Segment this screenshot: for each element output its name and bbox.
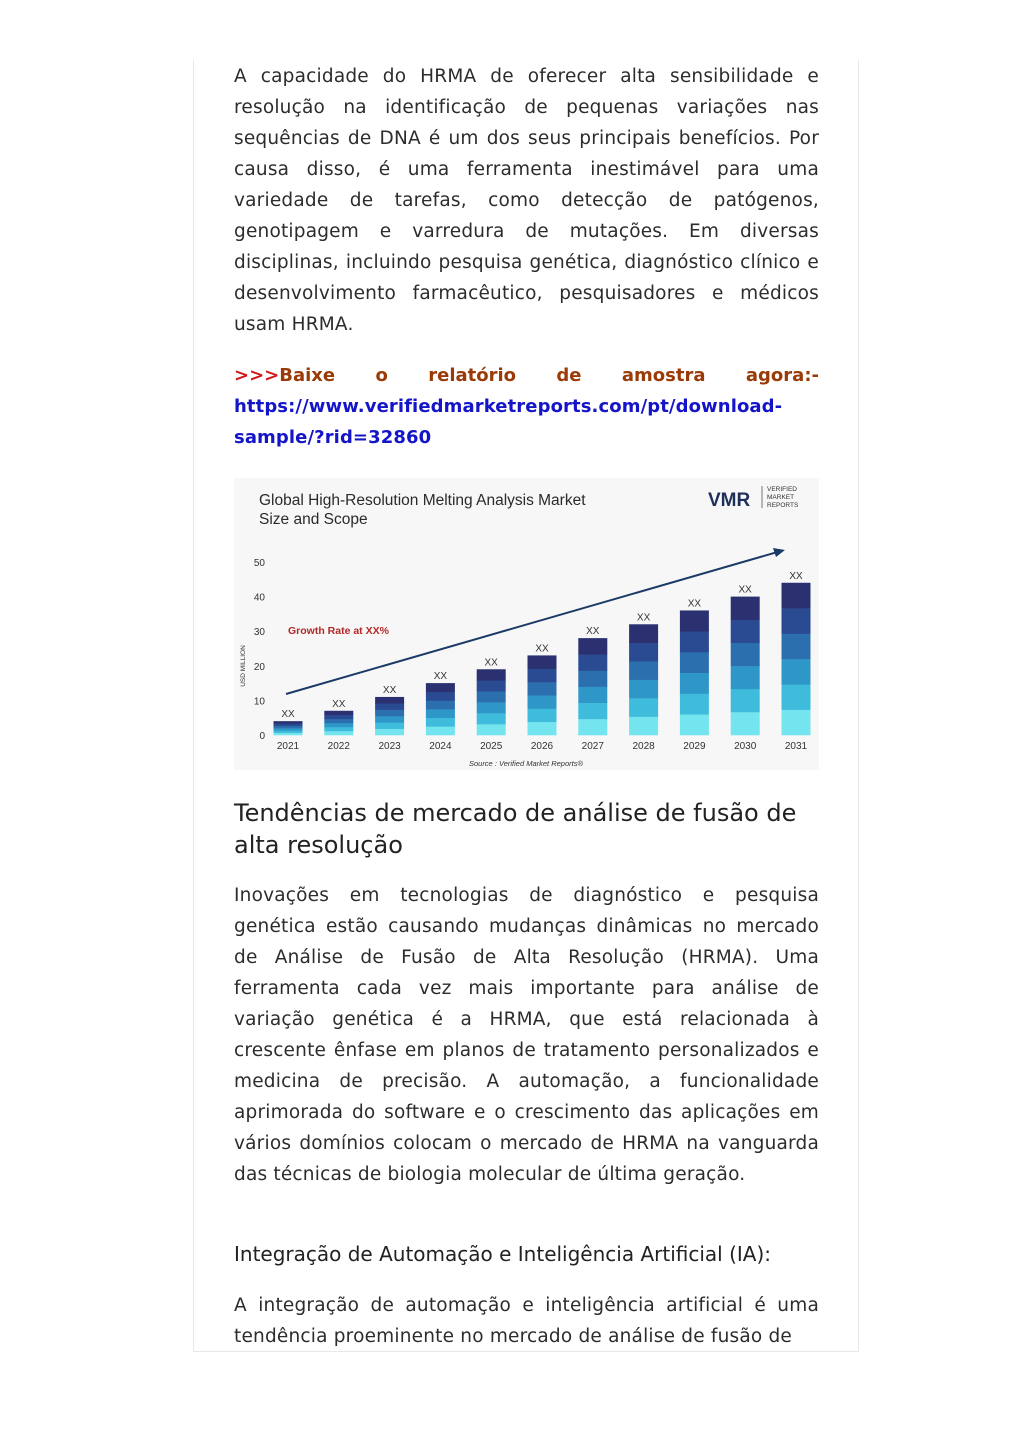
bar-segment	[477, 702, 506, 713]
bar-segment	[578, 703, 607, 719]
y-tick-label: 20	[253, 661, 265, 673]
bar-2030	[731, 597, 760, 736]
data-label: XX	[332, 698, 346, 710]
bar-segment	[324, 723, 353, 727]
x-tick-label: 2028	[632, 741, 655, 752]
bar-segment	[629, 698, 658, 717]
bar-segment	[680, 610, 709, 631]
bar-segment	[731, 620, 760, 643]
vmr-logo-caption-3: REPORTS	[767, 502, 799, 509]
bar-segment	[731, 712, 760, 735]
bar-2027	[578, 638, 607, 735]
market-size-chart	[234, 478, 819, 770]
bar-segment	[731, 689, 760, 712]
vmr-logo-caption-2: MARKET	[767, 494, 795, 501]
bar-segment	[426, 709, 455, 718]
bar-segment	[477, 669, 506, 680]
y-tick-label: 0	[259, 731, 265, 742]
y-tick-label: 10	[253, 696, 265, 708]
bar-segment	[426, 700, 455, 709]
download-label	[234, 360, 819, 391]
download-label-text: Baixe o relatório de amostra agora:-	[279, 365, 819, 386]
data-label: XX	[484, 657, 498, 669]
bar-segment	[274, 730, 303, 733]
data-label: XX	[433, 671, 448, 683]
bar-segment	[578, 638, 607, 654]
bar-segment	[782, 583, 811, 609]
bar-segment	[578, 687, 607, 703]
download-sample-link[interactable]: https://www.verifiedmarketreports.com/pt/download-sample/?rid=32860	[234, 396, 783, 448]
bar-segment	[375, 697, 404, 704]
growth-rate-annotation: Growth Rate at XX%	[288, 625, 389, 637]
trends-heading: Tendências de mercado de análise de fusão de alta resolução	[234, 799, 797, 859]
bar-segment	[375, 722, 404, 729]
bar-segment	[528, 722, 557, 736]
bar-segment	[782, 608, 811, 634]
y-tick-label: 50	[253, 558, 265, 569]
bar-segment	[731, 597, 760, 620]
bar-segment	[426, 683, 455, 692]
vmr-logo-mark: VMR	[708, 490, 751, 511]
download-sample-block	[234, 360, 819, 453]
bar-segment	[782, 634, 811, 660]
trends-paragraph: Inovações em tecnologias de diagnóstico e pesquisa genética estão causando mudanças dinâmicas no mercado de Análise de Fusão de Alta Resolução (HRMA). Uma ferramenta cada vez mais importante para análise de variação genética é a HRMA, que está relacionada à crescente ênfase em planos de tratamento personalizados e medicina de precisão. A automação, a funcionalidade aprimorada do software e o crescimento das aplicações em vários domínios colocam o mercado de HRMA na vanguarda das técnicas de biologia molecular de última geração.	[234, 885, 819, 1185]
y-tick-label: 40	[253, 592, 265, 604]
bar-2025	[477, 669, 506, 735]
bar-segment	[731, 666, 760, 689]
bar-segment	[782, 710, 811, 736]
data-label: XX	[382, 684, 397, 696]
bar-2022	[324, 711, 353, 736]
chart-title-line-2: Size and Scope	[259, 511, 368, 528]
bar-segment	[528, 682, 557, 696]
bar-segment	[629, 680, 658, 699]
bar-segment	[274, 728, 303, 731]
bar-segment	[324, 719, 353, 723]
bar-2031	[782, 583, 811, 736]
bar-segment	[578, 670, 607, 686]
x-tick-label: 2031	[784, 741, 808, 752]
bar-segment	[324, 715, 353, 719]
x-tick-label: 2030	[734, 741, 757, 752]
chart-source: Source : Verified Market Reports®	[468, 759, 584, 768]
bar-segment	[629, 643, 658, 662]
bar-segment	[680, 673, 709, 694]
bar-2028	[629, 624, 658, 735]
bar-segment	[426, 718, 455, 727]
data-label: XX	[738, 584, 752, 596]
bar-segment	[477, 713, 506, 724]
x-tick-label: 2024	[429, 741, 452, 752]
bar-segment	[375, 703, 404, 710]
bar-segment	[782, 684, 811, 710]
bar-segment	[731, 643, 760, 666]
bar-segment	[375, 716, 404, 723]
x-tick-label: 2023	[378, 741, 401, 752]
bar-segment	[274, 721, 303, 724]
bar-2029	[680, 610, 709, 735]
data-label: XX	[636, 612, 651, 624]
bar-segment	[578, 654, 607, 670]
x-tick-label: 2027	[581, 741, 604, 752]
y-tick-label: 30	[253, 627, 265, 639]
x-tick-label: 2025	[480, 741, 503, 752]
x-tick-label: 2026	[530, 741, 554, 752]
bar-segment	[528, 655, 557, 669]
x-tick-label: 2021	[276, 741, 300, 752]
bar-2024	[426, 683, 455, 735]
bar-segment	[274, 733, 303, 736]
y-axis-label: USD MILLION	[240, 645, 247, 687]
bar-segment	[528, 695, 557, 709]
bar-2026	[528, 655, 557, 735]
bar-segment	[782, 659, 811, 685]
bar-segment	[629, 624, 658, 643]
bar-segment	[274, 726, 303, 729]
bar-segment	[324, 711, 353, 715]
bar-segment	[426, 692, 455, 701]
bar-2021	[274, 721, 303, 735]
bar-2023	[375, 697, 404, 735]
data-label: XX	[687, 598, 702, 610]
bar-segment	[629, 717, 658, 736]
vmr-logo-caption-1: VERIFIED	[767, 486, 797, 493]
bar-segment	[324, 727, 353, 731]
data-label: XX	[586, 626, 600, 638]
bar-segment	[477, 724, 506, 735]
bar-segment	[680, 631, 709, 652]
bar-segment	[629, 661, 658, 680]
bar-segment	[375, 729, 404, 736]
bar-segment	[477, 680, 506, 691]
bar-segment	[274, 723, 303, 726]
bar-segment	[680, 652, 709, 673]
data-label: XX	[535, 643, 549, 655]
ai-heading: Integração de Automação e Inteligência Artificial (IA):	[234, 1242, 772, 1266]
bar-segment	[324, 731, 353, 735]
x-tick-label: 2029	[683, 741, 706, 752]
chart-title-line-1: Global High-Resolution Melting Analysis Market	[259, 492, 586, 509]
article-card	[193, 60, 859, 1352]
bar-segment	[578, 719, 607, 735]
x-tick-label: 2022	[327, 741, 350, 752]
bar-segment	[426, 726, 455, 735]
bar-segment	[477, 691, 506, 702]
data-label: XX	[789, 570, 803, 582]
bar-segment	[680, 693, 709, 714]
intro-paragraph: A capacidade do HRMA de oferecer alta sensibilidade e resolução na identificação de pequenas variações nas sequências de DNA é um dos seus principais benefícios. Por causa disso, é uma ferramenta inestimável para uma variedade de tarefas, como detecção de patógenos, genotipagem e varredura de mutações. Em diversas disciplinas, incluindo pesquisa genética, diagnóstico clínico e desenvolvimento farmacêutico, pesquisadores e médicos usam HRMA.	[234, 66, 819, 335]
ai-paragraph: A integração de automação e inteligência artificial é uma tendência proeminente no mercado de análise de fusão de	[234, 1295, 819, 1347]
download-arrows: >>>	[234, 365, 280, 386]
bar-segment	[375, 710, 404, 717]
bar-segment	[680, 714, 709, 735]
data-label: XX	[281, 709, 295, 721]
bar-segment	[528, 669, 557, 683]
bar-segment	[528, 708, 557, 722]
